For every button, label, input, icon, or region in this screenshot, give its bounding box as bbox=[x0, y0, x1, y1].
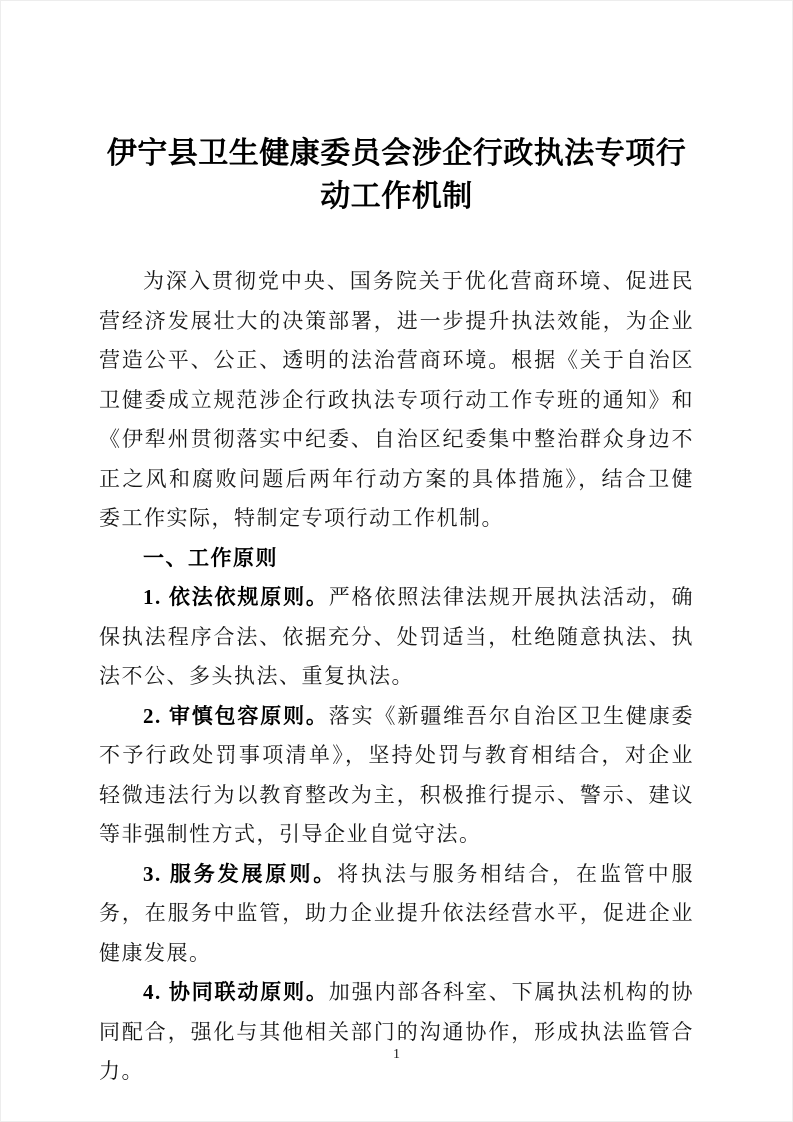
document-body bbox=[99, 262, 694, 1092]
principle-3-lead: 3. 服务发展原则。 bbox=[143, 861, 338, 886]
principle-paragraph-2 bbox=[99, 697, 694, 855]
principle-1-text: 严格依照法律法规开展执法活动，确保执法程序合法、依据充分、处罚适当，杜绝随意执法、执法不公、多头执法、重复执法。 bbox=[99, 585, 695, 688]
principle-1-lead: 1. 依法依规原则。 bbox=[143, 585, 329, 609]
principle-paragraph-3 bbox=[99, 855, 694, 974]
principle-2-lead: 2. 审慎包容原则。 bbox=[143, 703, 329, 728]
principle-4-lead: 4. 协同联动原则。 bbox=[143, 980, 329, 1004]
principle-3-text: 将执法与服务相结合，在监管中服务，在服务中监管，助力企业提升依法经营水平，促进企业健康发展。 bbox=[99, 861, 695, 965]
document-title: 伊宁县卫生健康委员会涉企行政执法专项行动工作机制 bbox=[106, 137, 687, 213]
principle-2-text: 落实《新疆维吾尔自治区卫生健康委不予行政处罚事项清单》，坚持处罚与教育相结合，对企业轻微违法行为以教育整改为主，积极推行提示、警示、建议等非强制性方式，引导企业自觉守法。 bbox=[99, 703, 695, 846]
principle-4-text: 加强内部各科室、下属执法机构的协同配合，强化与其他相关部门的沟通协作，形成执法监管合力。 bbox=[99, 980, 695, 1083]
intro-paragraph: 为深入贯彻党中央、国务院关于优化营商环境、促进民营经济发展壮大的决策部署，进一步提升执法效能，为企业营造公平、公正、透明的法治营商环境。根据《关于自治区卫健委成立规范涉企行政执法专项行动工作专班的通知》和《伊犁州贯彻落实中纪委、自治区纪委集中整治群众身边不正之风和腐败问题后两年行动方案的具体措施》，结合卫健委工作实际，特制定专项行动工作机制。 bbox=[99, 269, 694, 530]
principle-paragraph-4 bbox=[99, 973, 694, 1092]
page-number: 1 bbox=[393, 1047, 400, 1062]
principle-paragraph-1 bbox=[99, 578, 694, 697]
section-heading-work-principles: 一、工作原则 bbox=[143, 546, 278, 570]
